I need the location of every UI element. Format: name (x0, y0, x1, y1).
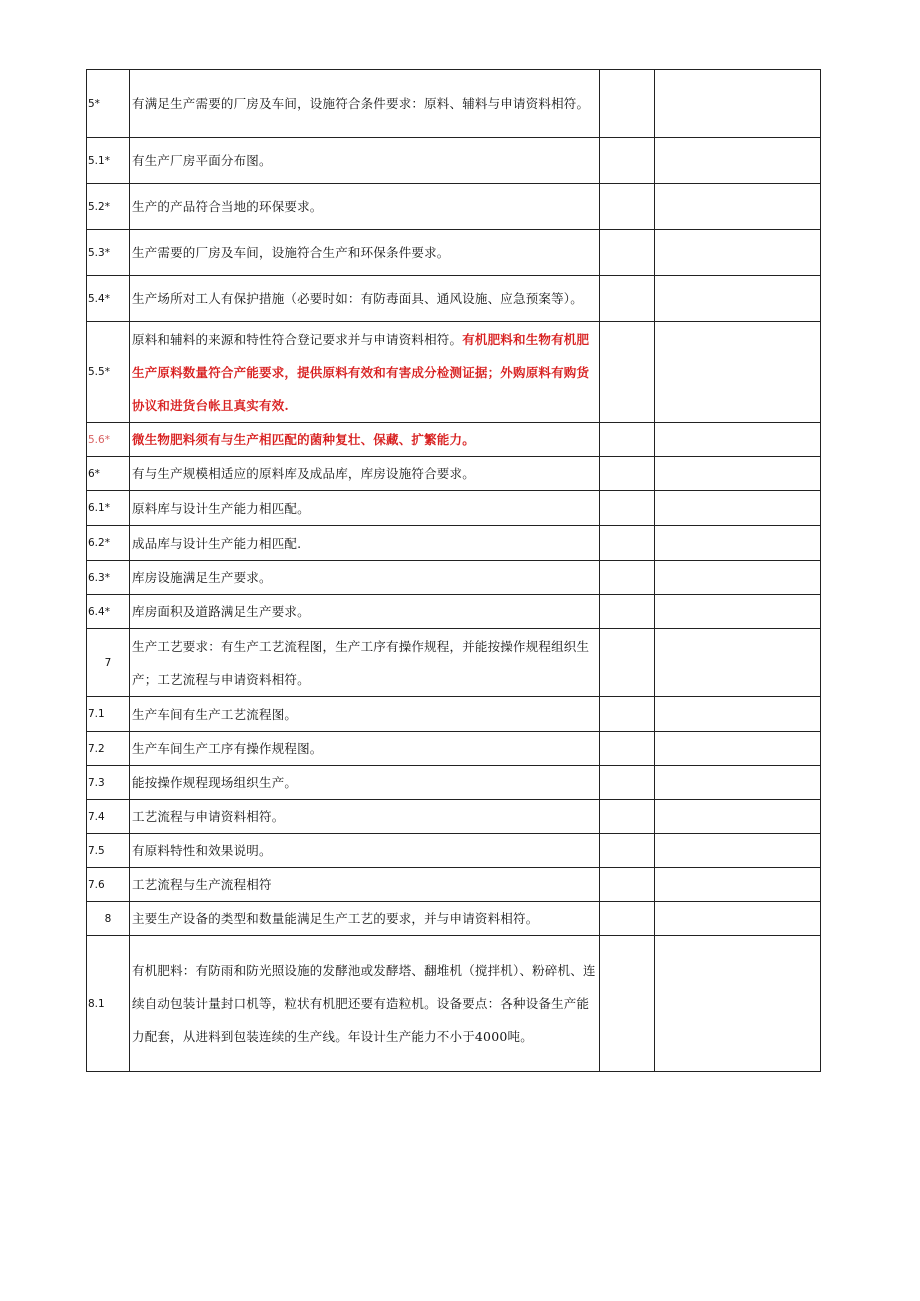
remarks-cell[interactable] (655, 800, 821, 834)
remarks-cell[interactable] (655, 526, 821, 561)
item-requirement: 有满足生产需要的厂房及车间，设施符合条件要求：原料、辅料与申请资料相符。 (130, 70, 600, 138)
result-cell[interactable] (600, 138, 655, 184)
item-number: 7.5 (87, 834, 130, 868)
table-row (87, 526, 821, 561)
table-row (87, 868, 821, 902)
inspection-checklist-table (86, 69, 821, 1072)
item-number: 7.3 (87, 766, 130, 800)
result-cell[interactable] (600, 526, 655, 561)
table-row (87, 423, 821, 457)
item-number: 6.2* (87, 526, 130, 561)
table-row (87, 732, 821, 766)
remarks-cell[interactable] (655, 230, 821, 276)
item-number: 7 (87, 629, 130, 697)
table-row (87, 902, 821, 936)
item-number: 5.5* (87, 322, 130, 423)
remarks-cell[interactable] (655, 732, 821, 766)
item-requirement: 生产需要的厂房及车间，设施符合生产和环保条件要求。 (130, 230, 600, 276)
result-cell[interactable] (600, 491, 655, 526)
item-number: 6* (87, 457, 130, 491)
remarks-cell[interactable] (655, 834, 821, 868)
item-requirement: 有生产厂房平面分布图。 (130, 138, 600, 184)
table-row (87, 561, 821, 595)
result-cell[interactable] (600, 230, 655, 276)
item-requirement: 生产工艺要求：有生产工艺流程图，生产工序有操作规程，并能按操作规程组织生产；工艺流程与申请资料相符。 (130, 629, 600, 697)
remarks-cell[interactable] (655, 868, 821, 902)
remarks-cell[interactable] (655, 629, 821, 697)
item-requirement: 有原料特性和效果说明。 (130, 834, 600, 868)
remarks-cell[interactable] (655, 70, 821, 138)
remarks-cell[interactable] (655, 457, 821, 491)
item-requirement: 能按操作规程现场组织生产。 (130, 766, 600, 800)
remarks-cell[interactable] (655, 423, 821, 457)
item-requirement: 生产车间生产工序有操作规程图。 (130, 732, 600, 766)
item-requirement: 主要生产设备的类型和数量能满足生产工艺的要求，并与申请资料相符。 (130, 902, 600, 936)
table-row (87, 491, 821, 526)
result-cell[interactable] (600, 276, 655, 322)
item-requirement: 生产车间有生产工艺流程图。 (130, 697, 600, 732)
result-cell[interactable] (600, 184, 655, 230)
item-requirement: 库房设施满足生产要求。 (130, 561, 600, 595)
remarks-cell[interactable] (655, 491, 821, 526)
remarks-cell[interactable] (655, 322, 821, 423)
table-row (87, 766, 821, 800)
item-requirement (130, 423, 600, 457)
item-number: 7.2 (87, 732, 130, 766)
item-number: 6.3* (87, 561, 130, 595)
item-requirement: 有与生产规模相适应的原料库及成品库，库房设施符合要求。 (130, 457, 600, 491)
item-requirement: 生产的产品符合当地的环保要求。 (130, 184, 600, 230)
item-number: 6.1* (87, 491, 130, 526)
item-requirement: 成品库与设计生产能力相匹配. (130, 526, 600, 561)
item-number: 7.4 (87, 800, 130, 834)
item-number: 5.3* (87, 230, 130, 276)
table-row (87, 697, 821, 732)
item-number: 7.6 (87, 868, 130, 902)
result-cell[interactable] (600, 800, 655, 834)
item-number: 5.1* (87, 138, 130, 184)
table-row (87, 138, 821, 184)
result-cell[interactable] (600, 595, 655, 629)
result-cell[interactable] (600, 732, 655, 766)
item-number: 5.4* (87, 276, 130, 322)
result-cell[interactable] (600, 936, 655, 1072)
table-row (87, 595, 821, 629)
item-number: 8.1 (87, 936, 130, 1072)
result-cell[interactable] (600, 629, 655, 697)
result-cell[interactable] (600, 457, 655, 491)
remarks-cell[interactable] (655, 595, 821, 629)
item-number: 5.6* (87, 423, 130, 457)
remarks-cell[interactable] (655, 697, 821, 732)
result-cell[interactable] (600, 697, 655, 732)
item-requirement: 库房面积及道路满足生产要求。 (130, 595, 600, 629)
result-cell[interactable] (600, 70, 655, 138)
item-requirement: 工艺流程与申请资料相符。 (130, 800, 600, 834)
item-requirement: 生产场所对工人有保护措施（必要时如：有防毒面具、通风设施、应急预案等）。 (130, 276, 600, 322)
item-requirement: 工艺流程与生产流程相符 (130, 868, 600, 902)
highlighted-requirement: 有机肥料和生物有机肥生产原料数量符合产能要求，提供原料有效和有害成分检测证据；外购原料有购货协议和进货台帐且真实有效. (132, 331, 590, 413)
remarks-cell[interactable] (655, 276, 821, 322)
remarks-cell[interactable] (655, 561, 821, 595)
remarks-cell[interactable] (655, 902, 821, 936)
item-number: 8 (87, 902, 130, 936)
table-row (87, 457, 821, 491)
table-row (87, 230, 821, 276)
item-requirement: 原料和辅料的来源和特性符合登记要求并与申请资料相符。有机肥料和生物有机肥生产原料数量符合产能要求，提供原料有效和有害成分检测证据；外购原料有购货协议和进货台帐且真实有效. (130, 322, 600, 423)
item-number: 7.1 (87, 697, 130, 732)
result-cell[interactable] (600, 868, 655, 902)
result-cell[interactable] (600, 561, 655, 595)
item-number: 5* (87, 70, 130, 138)
remarks-cell[interactable] (655, 936, 821, 1072)
table-row (87, 834, 821, 868)
table-row (87, 322, 821, 423)
table-row (87, 184, 821, 230)
result-cell[interactable] (600, 423, 655, 457)
item-requirement: 有机肥料：有防雨和防光照设施的发酵池或发酵塔、翻堆机（搅拌机）、粉碎机、连续自动包装计量封口机等，粒状有机肥还要有造粒机。设备要点：各种设备生产能力配套，从进料到包装连续的生产线。年设计生产能力不小于4000吨。 (130, 936, 600, 1072)
item-requirement: 原料库与设计生产能力相匹配。 (130, 491, 600, 526)
table-row (87, 629, 821, 697)
table-row (87, 936, 821, 1072)
remarks-cell[interactable] (655, 138, 821, 184)
result-cell[interactable] (600, 902, 655, 936)
remarks-cell[interactable] (655, 766, 821, 800)
item-number: 5.2* (87, 184, 130, 230)
table-row (87, 800, 821, 834)
table-row (87, 70, 821, 138)
item-number: 6.4* (87, 595, 130, 629)
result-cell[interactable] (600, 766, 655, 800)
result-cell[interactable] (600, 834, 655, 868)
result-cell[interactable] (600, 322, 655, 423)
highlighted-requirement: 微生物肥料须有与生产相匹配的菌种复壮、保藏、扩繁能力。 (132, 432, 475, 447)
remarks-cell[interactable] (655, 184, 821, 230)
table-row (87, 276, 821, 322)
